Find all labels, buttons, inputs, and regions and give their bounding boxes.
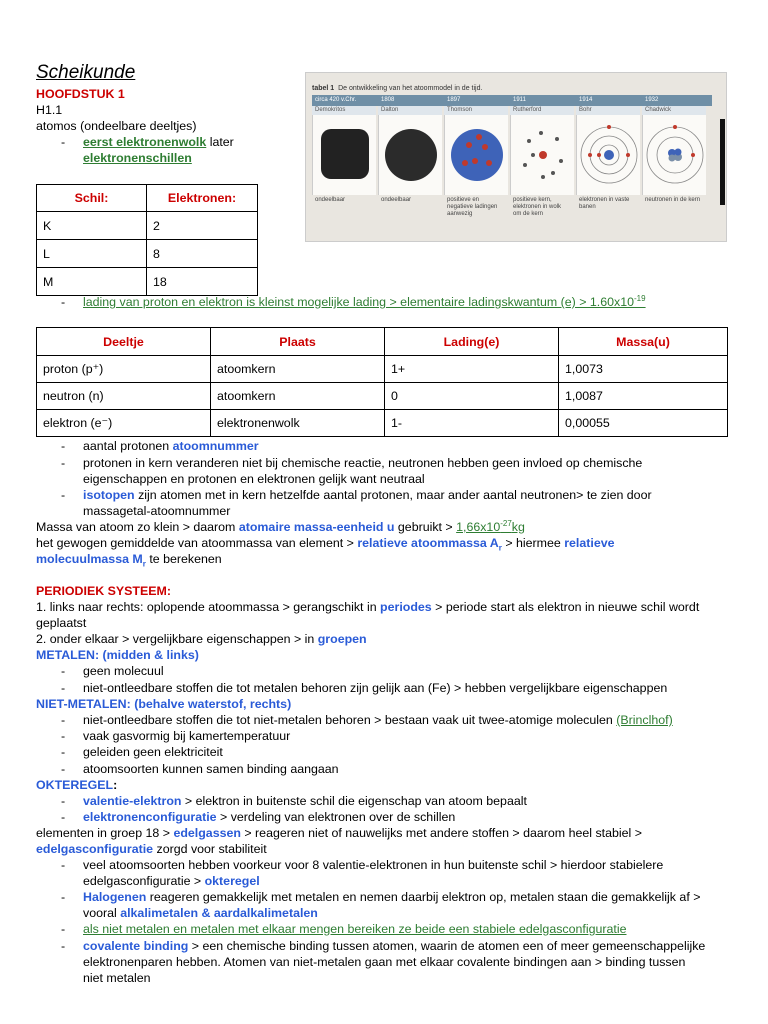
figure-caption: positieve en negatieve ladingen aanwezig (447, 197, 498, 217)
table-cell: 1,0073 (559, 356, 728, 383)
value: 1,66x10 (456, 520, 501, 534)
text: > reageren niet of nauwelijks met andere stoffen > daarom heel stabiel > (240, 826, 642, 840)
table-cell: elektron (e⁻) (37, 410, 211, 437)
text: 2. onder elkaar > vergelijkbare eigenschappen > in (36, 632, 318, 646)
text: aantal protonen (83, 439, 173, 453)
keyword: atoomnummer (172, 439, 259, 453)
table-cell: elektronenwolk (211, 410, 385, 437)
bullet-dash: - (61, 295, 66, 309)
atomos-line: atomos (ondeelbare deeltjes) (36, 119, 197, 133)
keyword-text: relatieve atoommassa A (357, 536, 499, 550)
figure-image (312, 115, 376, 195)
figure-col-bohr (576, 95, 640, 213)
text: > hiermee (501, 536, 565, 550)
metalen-heading: METALEN: (midden & links) (36, 648, 199, 662)
charge-text: lading van proton en elektron is kleinst mogelijke lading > elementaire ladingskwantum (e) > 1.60x10 (83, 295, 635, 309)
figure-name: Thomson (444, 106, 508, 115)
list-item (83, 889, 700, 905)
keyword: edelgassen (173, 826, 241, 840)
keyword: valentie-elektron (83, 794, 182, 808)
elektronenwolk-link: eerst elektronenwolk (83, 135, 207, 149)
list-item: geleiden geen elektriciteit (83, 745, 223, 759)
table-cell: proton (p⁺) (37, 356, 211, 383)
particle-table-header: Plaats (211, 328, 385, 356)
figure-year: 1808 (381, 97, 395, 103)
text: elementen in groep 18 > (36, 826, 174, 840)
bullet-dash: - (61, 488, 66, 502)
keyword: alkalimetalen & aardalkalimetalen (120, 906, 318, 920)
bullet-dash: - (61, 729, 66, 743)
keyword: relatieve (564, 536, 615, 550)
text: > een chemische binding tussen atomen, waarin de atomen een of meer gemeenschappelijke (188, 939, 706, 953)
massa-line-1 (36, 519, 525, 535)
figure-col-chadwick (642, 95, 706, 206)
figure-name: Bohr (576, 106, 640, 115)
okteregel-heading (36, 777, 117, 793)
keyword-text: molecuulmassa M (36, 552, 143, 566)
bullet-dash: - (61, 939, 66, 953)
figure-col-demokritos (312, 95, 376, 206)
unit: kg (511, 520, 525, 534)
table-cell: 2 (147, 212, 258, 240)
list-item-cont: elektronenparen hebben. Atomen van niet-metalen gaan met elkaar covalente bindingen aan > binding tussen (83, 955, 686, 969)
text: > periode start als elektron in nieuwe schil wordt (431, 600, 700, 614)
page-title: Scheikunde (36, 62, 136, 83)
figure-image (378, 115, 442, 195)
heading-text: OKTEREGEL (36, 778, 114, 792)
list-item: niet-ontleedbare stoffen die tot metalen behoren zijn gelijk aan (Fe) > hebben vergelijkbare eigenschappen (83, 681, 668, 695)
atom-model-figure (305, 72, 727, 242)
keyword: edelgasconfiguratie (36, 842, 154, 856)
nietmetalen-heading: NIET-METALEN: (behalve waterstof, rechts) (36, 697, 292, 711)
figure-image (444, 115, 508, 195)
figure-year: 1911 (513, 97, 526, 103)
table-cell: neutron (n) (37, 383, 211, 410)
keyword: okteregel (204, 874, 260, 888)
list-item (83, 809, 455, 825)
list-item-cont: eigenschappen en protonen en elektronen gelijk want neutraal (83, 472, 425, 486)
dalton-model-icon (379, 115, 443, 195)
elektronenschillen-link: elektronenschillen (83, 151, 192, 165)
table-cell: 1,0087 (559, 383, 728, 410)
periodiek-line-1 (36, 599, 699, 615)
bullet-dash: - (61, 762, 66, 776)
list-item: atoomsoorten kunnen samen binding aangaan (83, 762, 339, 776)
table-cell: K (37, 212, 147, 240)
subscript: r (498, 543, 502, 553)
figure-caption: ondeelbaar (381, 197, 412, 203)
table-cell: L (37, 240, 147, 268)
text: reageren gemakkelijk met metalen en nemen daarbij elektron op, metalen staan die gemakkelijk af > (146, 890, 701, 904)
section-label: H1.1 (36, 103, 63, 117)
brinclhof-link: (Brinclhof) (616, 713, 673, 727)
text: > elektron in buitenste schil die eigenschap van atoom bepaalt (181, 794, 527, 808)
list-item (83, 712, 673, 728)
list-item (83, 487, 652, 503)
list-item-cont (83, 905, 318, 921)
massa-line-2 (36, 535, 615, 551)
particle-table-header: Lading(e) (385, 328, 559, 356)
table-cell: 0 (385, 383, 559, 410)
list-item (83, 793, 527, 809)
list-item (83, 438, 259, 454)
shell-table-header: Elektronen: (147, 185, 258, 212)
okteregel-line-2 (36, 841, 267, 857)
list-item: veel atoomsoorten hebben voorkeur voor 8 valentie-elektronen in hun buitenste schil > hierdoor stabielere (83, 858, 664, 872)
text: vooral (83, 906, 121, 920)
figure-name: Demokritos (312, 106, 376, 115)
keyword: groepen (317, 632, 367, 646)
figure-caption: positieve kern, elektronen in wolk om de kern (513, 197, 562, 217)
keyword: covalente binding (83, 939, 189, 953)
text: te berekenen (145, 552, 222, 566)
bullet-dash: - (61, 922, 66, 936)
keyword: atomaire massa-eenheid u (238, 520, 395, 534)
bullet-dash: - (61, 456, 66, 470)
bullet-dash: - (61, 794, 66, 808)
bullet-mid-text: later (206, 135, 234, 149)
list-item-cont (83, 873, 260, 889)
figure-col-rutherford (510, 95, 574, 220)
table-cell: 8 (147, 240, 258, 268)
text: 1. links naar rechts: oplopende atoommassa > gerangschikt in (36, 600, 381, 614)
text: gebruikt > (394, 520, 457, 534)
particle-table (36, 327, 728, 437)
text: zijn atomen met in kern hetzelfde aantal protonen, maar ander aantal neutronen> te zien door (134, 488, 652, 502)
bullet-elektronenwolk (83, 134, 234, 150)
particle-table-header: Massa(u) (559, 328, 728, 356)
keyword (357, 536, 502, 553)
text: niet-ontleedbare stoffen die tot niet-metalen behoren > bestaan vaak uit twee-atomige moleculen (83, 713, 617, 727)
list-item-cont: niet metalen (83, 971, 151, 985)
figure-image (642, 115, 706, 195)
figure-year: circa 420 v.Chr. (315, 97, 357, 103)
charge-exponent: -19 (634, 293, 646, 303)
text: > verdeling van elektronen over de schillen (216, 810, 456, 824)
figure-caption: neutronen in de kern (645, 197, 701, 203)
figure-image (510, 115, 574, 195)
figure-image (576, 115, 640, 195)
keyword: Halogenen (83, 890, 147, 904)
table-cell: atoomkern (211, 356, 385, 383)
list-item: geen molecuul (83, 664, 164, 678)
text: edelgasconfiguratie > (83, 874, 205, 888)
periodiek-line-2 (36, 631, 367, 647)
chadwick-model-icon (643, 115, 707, 195)
figure-name: Dalton (378, 106, 442, 115)
table-cell: 18 (147, 268, 258, 296)
periodiek-heading: PERIODIEK SYSTEEM: (36, 584, 171, 598)
list-item (83, 938, 705, 954)
massa-line-3 (36, 551, 222, 567)
keyword: elektronenconfiguratie (83, 810, 217, 824)
keyword: periodes (380, 600, 432, 614)
charge-line (83, 294, 646, 310)
figure-caption: elektronen in vaste banen (579, 197, 630, 210)
okteregel-line-1 (36, 825, 642, 841)
bullet-dash: - (61, 681, 66, 695)
list-item: als niet metalen en metalen met elkaar mengen bereiken ze beide een stabiele edelgasconfiguratie (83, 922, 627, 936)
list-item-cont: massagetal-atoomnummer (83, 504, 231, 518)
subscript: r (142, 559, 146, 569)
figure-year: 1914 (579, 97, 593, 103)
shell-table-header: Schil: (37, 185, 147, 212)
chapter-heading: HOOFDSTUK 1 (36, 87, 125, 101)
bullet-dash: - (61, 858, 66, 872)
table-cell: 0,00055 (559, 410, 728, 437)
table-cell: 1- (385, 410, 559, 437)
keyword (36, 552, 146, 569)
bullet-dash: - (61, 135, 66, 149)
mass-unit-value (456, 520, 525, 534)
figure-name: Chadwick (642, 106, 706, 115)
figure-year: 1932 (645, 97, 659, 103)
bullet-dash: - (61, 810, 66, 824)
table-cell: 1+ (385, 356, 559, 383)
demokritos-model-icon (313, 115, 377, 195)
periodiek-line-1b: geplaatst (36, 616, 87, 630)
bullet-dash: - (61, 890, 66, 904)
shell-table (36, 184, 258, 296)
figure-edge-bar (720, 119, 725, 205)
colon: : (113, 778, 118, 792)
list-item: protonen in kern veranderen niet bij chemische reactie, neutronen hebben geen invloed op chemische (83, 456, 643, 470)
figure-col-dalton (378, 95, 442, 206)
text: Massa van atoom zo klein > daarom (36, 520, 239, 534)
figure-title-text: De ontwikkeling van het atoommodel in de tijd. (338, 85, 483, 92)
table-cell: atoomkern (211, 383, 385, 410)
table-cell: M (37, 268, 147, 296)
bullet-dash: - (61, 713, 66, 727)
figure-title-bold: tabel 1 (312, 85, 335, 92)
text: het gewogen gemiddelde van atoommassa van element > (36, 536, 358, 550)
figure-name: Rutherford (510, 106, 574, 115)
thomson-model-icon (445, 115, 509, 195)
bullet-dash: - (61, 439, 66, 453)
text: zorgd voor stabiliteit (153, 842, 267, 856)
keyword: isotopen (83, 488, 135, 502)
figure-year: 1897 (447, 97, 461, 103)
exponent: -27 (500, 518, 512, 528)
bullet-dash: - (61, 745, 66, 759)
figure-col-thomson (444, 95, 508, 220)
bohr-model-icon (577, 115, 641, 195)
rutherford-model-icon (511, 115, 575, 195)
list-item: vaak gasvormig bij kamertemperatuur (83, 729, 291, 743)
particle-table-header: Deeltje (37, 328, 211, 356)
figure-caption: ondeelbaar (315, 197, 346, 203)
bullet-dash: - (61, 664, 66, 678)
